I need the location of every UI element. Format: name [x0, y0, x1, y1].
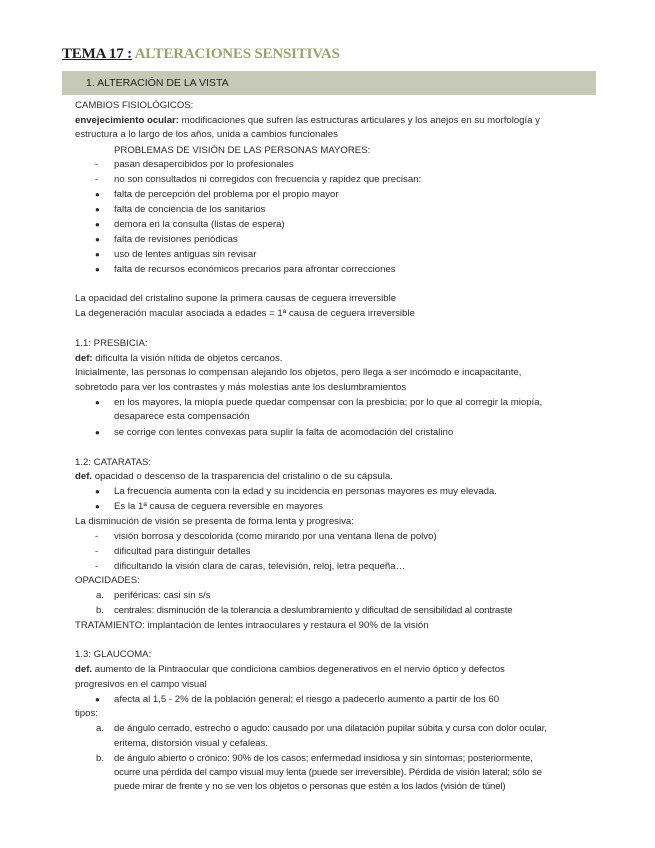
dash-marker: - [95, 561, 99, 572]
list-marker: a. [96, 723, 105, 734]
bullet-marker: ● [95, 487, 100, 496]
list-item: afecta al 1,5 - 2% de la población general; el riesgo a padecerlo aumento a partir de los 60 [114, 694, 500, 705]
list-item: demora en la consulta (listas de espera) [114, 219, 285, 230]
list-item: se corrige con lentes convexas para suplir la falta de acomodación del cristalino [114, 427, 454, 438]
dash-marker: - [95, 159, 99, 170]
list-item-cont: ocurre una pérdida del campo visual muy lenta (puede ser irreversible). Pérdida de visión lateral; sólo se [114, 767, 542, 778]
tratamiento-line: TRATAMIENTO: implantación de lentes intraoculares y restaura el 90% de la visión [75, 620, 429, 631]
bullet-marker: ● [95, 428, 100, 437]
dash-marker: - [95, 546, 99, 557]
opacidad-line: La opacidad del cristalino supone la primera causas de ceguera irreversible [75, 293, 397, 304]
definition-term: def: [75, 353, 93, 364]
definition-term: def. [75, 664, 93, 675]
glaucoma-definition [75, 663, 505, 677]
chapter-number: TEMA 17 : [62, 46, 132, 62]
list-item-cont: puede mirar de frente y no se ven los objetos o personas que estén a los lados (visión de túnel) [114, 781, 506, 792]
bullet-marker: ● [95, 502, 100, 511]
bullet-marker: ● [95, 190, 100, 199]
chapter-title [62, 46, 340, 63]
list-item-cont: eritema, distorsión visual y cefaleas. [114, 738, 269, 749]
list-item: falta de conciencia de los sanitarios [114, 204, 266, 215]
bullet-marker: ● [95, 220, 100, 229]
list-item: dificultando la visión clara de caras, televisión, reloj, letra pequeña… [114, 561, 406, 572]
bullet-marker: ● [95, 235, 100, 244]
section-header-label: 1. ALTERACIÓN DE LA VISTA [86, 77, 229, 89]
list-item: centrales: disminución de la tolerancia a deslumbramiento y dificultad de sensibilidad al contraste [114, 605, 513, 616]
list-item: falta de recursos económicos precarios para afrontar correcciones [114, 264, 396, 275]
opacidades-heading: OPACIDADES: [75, 575, 140, 586]
bullet-marker: ● [95, 695, 100, 704]
tipos-heading: tipos: [75, 708, 98, 719]
list-item: en los mayores, la miopía puede quedar compensar con la presbicia; por lo que al corregir la miopía, [114, 397, 543, 408]
list-item: Es la 1ª causa de ceguera reversible en mayores [114, 501, 323, 512]
bullet-marker: ● [95, 205, 100, 214]
cambios-definition-cont: estructura a lo largo de los años, unida a cambios funcionales [75, 129, 338, 140]
list-item: La frecuencia aumenta con la edad y su incidencia en personas mayores es muy elevada. [114, 486, 497, 497]
dash-marker: - [95, 531, 99, 542]
definition-text: dificulta la visión nítida de objetos cercanos. [92, 353, 283, 364]
glaucoma-heading: 1.3: GLAUCOMA: [75, 649, 152, 660]
bullet-marker: ● [95, 265, 100, 274]
definition-term: def. [75, 471, 93, 482]
list-marker: b. [96, 605, 105, 616]
list-item: uso de lentes antiguas sin revisar [114, 249, 257, 260]
list-item: no son consultados ni corregidos con frecuencia y rapidez que precisan: [114, 174, 422, 185]
paragraph-line: progresivos en el campo visual [75, 679, 207, 690]
list-item: dificultad para distinguir detalles [114, 546, 251, 557]
list-item: pasan desapercibidos por lo profesionales [114, 159, 294, 170]
list-item: visión borrosa y descolorida (como mirando por una ventana llena de polvo) [114, 531, 437, 542]
paragraph-line: sobretodo para ver los contrastes y más molestias ante los deslumbramientos [75, 382, 407, 393]
cataratas-heading: 1.2: CATARATAS: [75, 457, 152, 468]
disminucion-line: La disminución de visión se presenta de forma lenta y progresiva: [75, 516, 354, 527]
list-marker: a. [96, 590, 105, 601]
bullet-marker: ● [95, 250, 100, 259]
section-header-bar [62, 71, 596, 95]
cambios-heading: CAMBIOS FISIOLÓGICOS: [75, 100, 194, 111]
definition-text: opacidad o descenso de la trasparencia del cristalino o de su cápsula. [92, 471, 393, 482]
degeneracion-line: La degeneración macular asociada a edades = 1ª causa de ceguera irreversible [75, 308, 415, 319]
list-item: falta de percepción del problema por el propio mayor [114, 189, 339, 200]
presbicia-definition [75, 352, 282, 366]
paragraph-line: Inicialmente, las personas lo compensan alejando los objetos, pero llega a ser incómodo e incapacitante, [75, 367, 522, 378]
list-item: de ángulo cerrado, estrecho o agudo: causado por una dilatación pupilar súbita y cursa con dolor ocular, [114, 723, 547, 734]
problemas-heading: PROBLEMAS DE VISIÓN DE LAS PERSONAS MAYORES: [114, 145, 371, 156]
cambios-definition [75, 114, 540, 128]
dash-marker: - [95, 174, 99, 185]
cataratas-definition [75, 470, 393, 484]
presbicia-heading: 1.1: PRESBICIA: [75, 338, 148, 349]
definition-term: envejecimiento ocular: [75, 115, 179, 126]
list-item-cont: desaparece esta compensación [114, 411, 250, 422]
list-item: falta de revisiones periódicas [114, 234, 238, 245]
bullet-marker: ● [95, 398, 100, 407]
definition-text: modificaciones que sufren las estructuras articulares y los anejos en su morfología y [178, 115, 540, 126]
chapter-title-text: ALTERACIONES SENSITIVAS [134, 46, 340, 62]
definition-text: aumento de la Pintraocular que condiciona cambios degenerativos en el nervio óptico y defectos [92, 664, 505, 675]
list-item: de ángulo abierto o crónico: 90% de los casos; enfermedad insidiosa y sin síntomas; posteriormente, [114, 753, 533, 764]
list-item: periféricas: casi sin s/s [114, 590, 211, 601]
list-marker: b. [96, 753, 105, 764]
